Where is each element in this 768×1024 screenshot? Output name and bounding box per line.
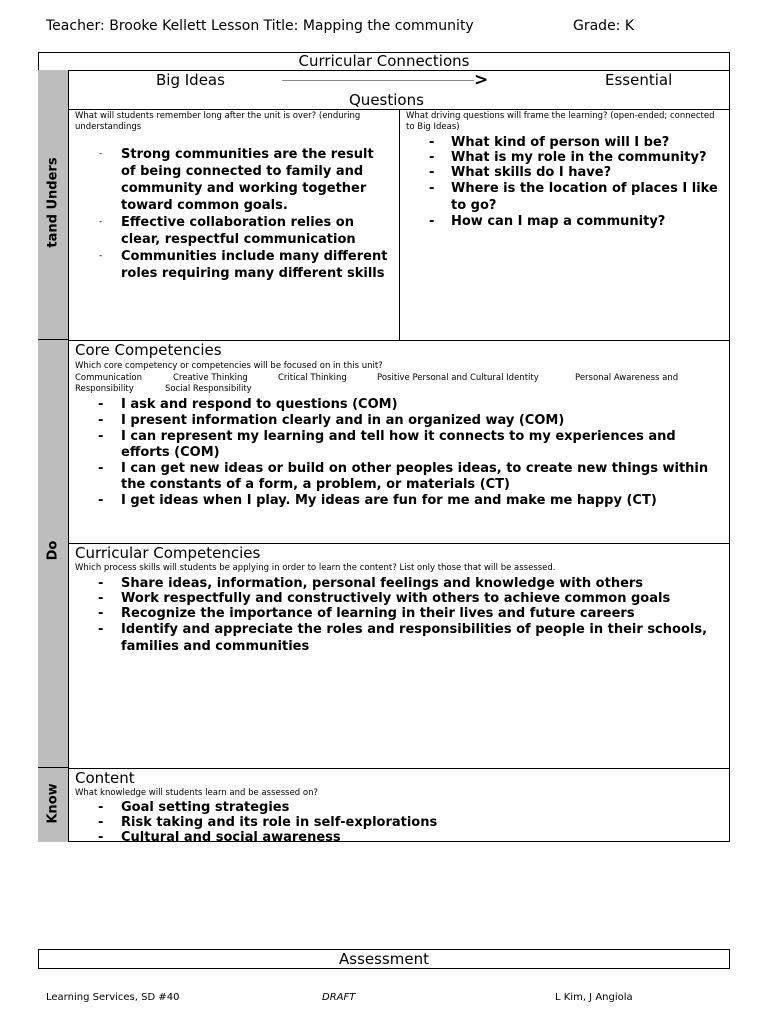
- competency-option: Communication: [75, 373, 142, 383]
- footer-left: Learning Services, SD #40: [46, 992, 180, 1003]
- core-competency-item: - I can represent my learning and tell how it connects to my experiences and efforts (COM): [98, 429, 676, 460]
- curricular-competency-item: - Identify and appreciate the roles and responsibilities of people in their schools, families and communities: [98, 622, 708, 654]
- content-item: - Cultural and social awareness: [98, 830, 341, 841]
- footer-right: L Kim, J Angiola: [555, 992, 633, 1003]
- understanding-item: - Communities include many different roles requiring many different skills: [99, 249, 388, 281]
- question-item: - Where is the location of places I like to go?: [429, 181, 718, 213]
- content-clip: [69, 800, 729, 841]
- teacher-lesson-title: Teacher: Brooke Kellett Lesson Title: Mapping the community: [46, 18, 474, 34]
- core-competency-item: - I can get new ideas or build on other peoples ideas, to create new things within the constants of a form, a problem, or materials (CT): [98, 461, 709, 492]
- competency-option: Responsibility: [75, 384, 134, 394]
- core-competency-item: - I get ideas when I play. My ideas are fun for me and make me happy (CT): [98, 493, 657, 508]
- do-side-label: Do: [45, 540, 61, 561]
- competency-option: Creative Thinking: [173, 373, 248, 383]
- core-competency-item: - I ask and respond to questions (COM): [98, 397, 398, 412]
- question-item: - What skills do I have?: [429, 165, 612, 180]
- curricular-competencies-title: Curricular Competencies: [75, 544, 261, 562]
- understandings-prompt: What will students remember long after the unit is over? (enduring understandings: [75, 111, 361, 132]
- understandings-list: [99, 146, 391, 282]
- questions-list: [429, 135, 721, 229]
- understanding-item: - Strong communities are the result of being connected to family and community and working together toward common goals.: [99, 147, 374, 213]
- content-item: - Goal setting strategies: [98, 800, 290, 815]
- table-title: Curricular Connections: [38, 52, 730, 71]
- core-competencies-prompt: Which core competency or competencies will be focused on in this unit?: [75, 361, 383, 371]
- understand-side-bar: [38, 70, 69, 340]
- content-title: Content: [75, 769, 135, 787]
- do-side-bar: [38, 340, 69, 768]
- big-ideas-arrow-head: >: [474, 70, 489, 90]
- questions-prompt: What driving questions will frame the learning? (open-ended; connected to Big Ideas): [406, 111, 715, 132]
- essential-label: Essential: [605, 71, 673, 89]
- core-competency-options: [75, 373, 725, 395]
- content-prompt: What knowledge will students learn and be assessed on?: [75, 788, 319, 798]
- understand-side-label: tand Unders: [45, 157, 61, 248]
- curricular-competency-item: - Share ideas, information, personal feelings and knowledge with others: [98, 576, 644, 591]
- curricular-competencies-list: [98, 576, 726, 655]
- core-competencies-list: [98, 397, 726, 509]
- competency-option: Positive Personal and Cultural Identity: [377, 373, 539, 383]
- know-side-bar: [38, 768, 69, 842]
- question-item: - What is my role in the community?: [429, 150, 707, 165]
- content-item: - Risk taking and its role in self-explorations: [98, 815, 438, 830]
- content-list: [98, 800, 718, 841]
- curricular-competencies-prompt: Which process skills will students be applying in order to learn the content? List only those that will be assessed.: [75, 563, 556, 573]
- big-ideas-column-divider: [399, 109, 400, 340]
- content-divider: [69, 768, 730, 769]
- core-competencies-title: Core Competencies: [75, 341, 222, 359]
- grade-label: Grade: K: [573, 18, 635, 34]
- big-ideas-arrow-line: [282, 80, 474, 81]
- assessment-header: Assessment: [38, 949, 730, 969]
- competency-option: Personal Awareness and: [575, 373, 679, 383]
- big-ideas-label: Big Ideas: [156, 71, 225, 89]
- competency-option: Social Responsibility: [165, 384, 252, 394]
- question-item: - How can I map a community?: [429, 214, 666, 229]
- questions-label: Questions: [349, 91, 424, 109]
- curricular-competency-item: - Work respectfully and constructively with others to achieve common goals: [98, 591, 671, 606]
- understanding-item: - Effective collaboration relies on clear, respectful communication: [99, 215, 356, 247]
- core-competency-item: - I present information clearly and in an organized way (COM): [98, 413, 565, 428]
- know-side-label: Know: [45, 783, 61, 824]
- curricular-competency-item: - Recognize the importance of learning in their lives and future careers: [98, 606, 635, 621]
- question-item: - What kind of person will I be?: [429, 135, 670, 150]
- competency-option: Critical Thinking: [278, 373, 347, 383]
- footer-draft: DRAFT: [322, 992, 356, 1003]
